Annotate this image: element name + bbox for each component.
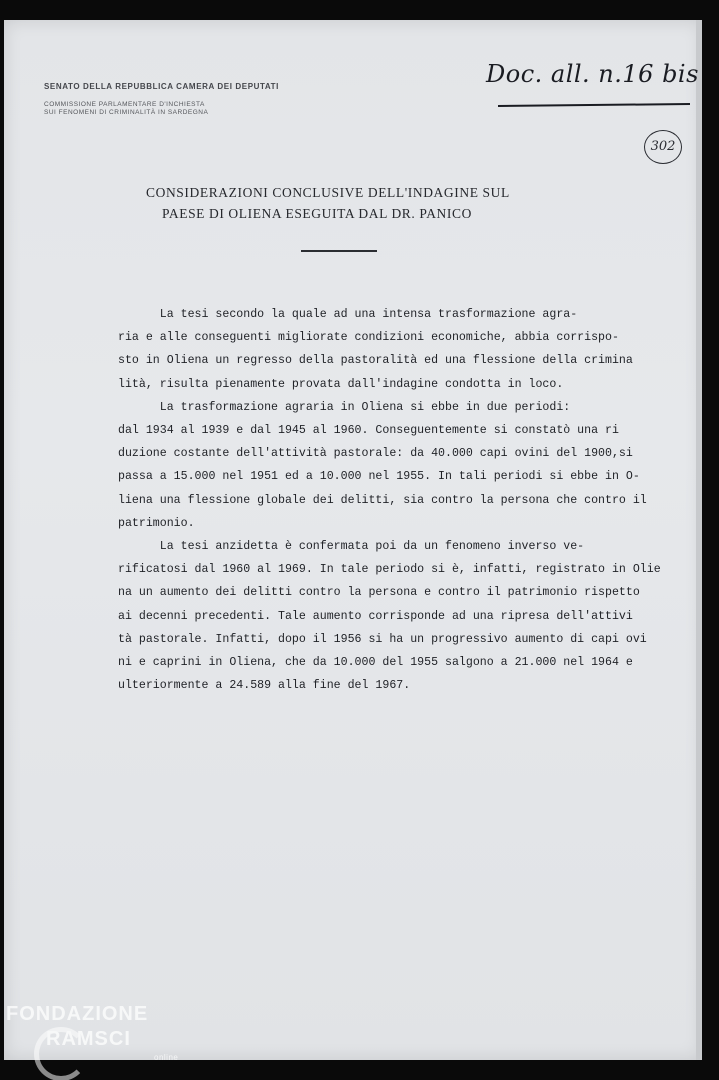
body-line: duzione costante dell'attività pastorale: da 40.000 capi ovini del 1900,si [118, 447, 633, 461]
body-line: ulteriormente a 24.589 alla fine del 1967. [118, 679, 411, 693]
document-page [4, 20, 702, 1060]
watermark-line-3: online [154, 1053, 179, 1062]
body-line: rificatosi dal 1960 al 1969. In tale periodo si è, infatti, registrato in Olie [118, 563, 661, 577]
body-line: La tesi secondo la quale ad una intensa trasformazione agra- [118, 308, 578, 321]
body-line: ni e caprini in Oliena, che da 10.000 del 1955 salgono a 21.000 nel 1964 e [118, 656, 633, 670]
gramsci-g-logo-icon [34, 1027, 88, 1080]
body-line: dal 1934 al 1939 e dal 1945 al 1960. Conseguentemente si constatò una ri [118, 424, 619, 438]
body-line: La trasformazione agraria in Oliena si ebbe in due periodi: [118, 400, 571, 414]
body-line: sto in Oliena un regresso della pastoralità ed una flessione della crimina [118, 354, 633, 368]
watermark-line-1: FONDAZIONE [6, 1003, 149, 1025]
paragraph [118, 303, 638, 396]
body-line: lità, risulta pienamente provata dall'indagine condotta in loco. [118, 377, 564, 391]
fondazione-gramsci-watermark [6, 1003, 179, 1062]
letterhead-org: SENATO DELLA REPUBBLICA CAMERA DEI DEPUTATI [44, 82, 279, 91]
document-body [118, 303, 661, 697]
paragraph [118, 396, 647, 535]
body-line: tà pastorale. Infatti, dopo il 1956 si ha un progressivo aumento di capi ovi [118, 632, 647, 646]
handwritten-doc-reference: Doc. all. n.16 bis [486, 60, 699, 88]
letterhead-commission-line-2: SUI FENOMENI DI CRIMINALITÀ IN SARDEGNA [44, 109, 209, 116]
body-line: ria e alle conseguenti migliorate condizioni economiche, abbia corrispo- [118, 331, 619, 345]
body-line: na un aumento dei delitti contro la persona e contro il patrimonio rispetto [118, 586, 640, 600]
title-separator-rule [301, 250, 377, 252]
body-line: La tesi anzidetta è confermata poi da un fenomeno inverso ve- [118, 540, 585, 554]
paragraph [118, 535, 661, 697]
body-line: liena una flessione globale dei delitti, sia contro la persona che contro il [118, 493, 647, 507]
letterhead [44, 82, 304, 117]
letterhead-commission-line-1: COMMISSIONE PARLAMENTARE D'INCHIESTA [44, 101, 205, 108]
title-line-1: CONSIDERAZIONI CONCLUSIVE DELL'INDAGINE SUL [146, 185, 510, 200]
page-edge [696, 20, 702, 1060]
handwritten-underline [498, 103, 690, 107]
title-line-2: PAESE DI OLIENA ESEGUITA DAL DR. PANICO [162, 206, 472, 221]
body-line: ai decenni precedenti. Tale aumento corrisponde ad una ripresa dell'attivi [118, 609, 633, 623]
letterhead-commission [44, 101, 304, 117]
body-line: passa a 15.000 nel 1951 ed a 10.000 nel 1955. In tali periodi si ebbe in O- [118, 470, 640, 484]
document-title [146, 182, 566, 224]
body-line: patrimonio. [118, 516, 195, 530]
watermark-line-2: RAMSCI [46, 1028, 131, 1050]
circled-page-number: 302 [644, 130, 682, 164]
